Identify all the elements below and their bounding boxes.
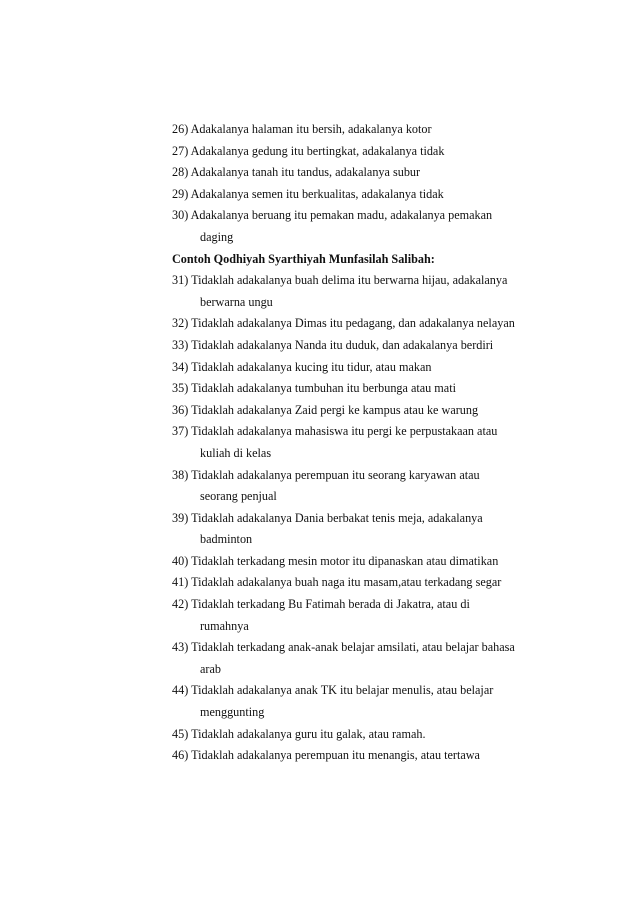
list-item: 41) Tidaklah adakalanya buah naga itu masam,atau terkadang segar bbox=[172, 575, 502, 590]
section-heading: Contoh Qodhiyah Syarthiyah Munfasilah Salibah: bbox=[172, 251, 435, 266]
list-item-continuation: badminton bbox=[200, 532, 253, 547]
list-item: 46) Tidaklah adakalanya perempuan itu menangis, atau tertawa bbox=[172, 748, 480, 763]
document-body bbox=[172, 119, 552, 767]
list-item: 29) Adakalanya semen itu berkualitas, adakalanya tidak bbox=[172, 186, 444, 201]
list-item-continuation: arab bbox=[200, 661, 221, 676]
list-item: 42) Tidaklah terkadang Bu Fatimah berada di Jakatra, atau di bbox=[172, 597, 470, 612]
list-item: 36) Tidaklah adakalanya Zaid pergi ke kampus atau ke warung bbox=[172, 402, 479, 417]
list-item-continuation: kuliah di kelas bbox=[200, 445, 272, 460]
list-item: 33) Tidaklah adakalanya Nanda itu duduk, dan adakalanya berdiri bbox=[172, 337, 494, 352]
list-item-continuation: menggunting bbox=[200, 705, 265, 720]
list-item-continuation: seorang penjual bbox=[200, 489, 277, 504]
list-item: 30) Adakalanya beruang itu pemakan madu, adakalanya pemakan bbox=[172, 208, 493, 223]
list-item-continuation: daging bbox=[200, 229, 234, 244]
list-item: 27) Adakalanya gedung itu bertingkat, adakalanya tidak bbox=[172, 143, 445, 158]
list-item: 44) Tidaklah adakalanya anak TK itu belajar menulis, atau belajar bbox=[172, 683, 494, 698]
list-item: 39) Tidaklah adakalanya Dania berbakat tenis meja, adakalanya bbox=[172, 510, 483, 525]
list-item-continuation: rumahnya bbox=[200, 618, 249, 633]
list-item: 45) Tidaklah adakalanya guru itu galak, atau ramah. bbox=[172, 726, 426, 741]
list-item: 32) Tidaklah adakalanya Dimas itu pedagang, dan adakalanya nelayan bbox=[172, 316, 515, 331]
list-item: 34) Tidaklah adakalanya kucing itu tidur, atau makan bbox=[172, 359, 432, 374]
list-item: 37) Tidaklah adakalanya mahasiswa itu pergi ke perpustakaan atau bbox=[172, 424, 498, 439]
list-item: 35) Tidaklah adakalanya tumbuhan itu berbunga atau mati bbox=[172, 381, 456, 396]
list-item-continuation: berwarna ungu bbox=[200, 294, 273, 309]
list-item: 43) Tidaklah terkadang anak-anak belajar amsilati, atau belajar bahasa bbox=[172, 640, 515, 655]
list-item: 40) Tidaklah terkadang mesin motor itu dipanaskan atau dimatikan bbox=[172, 553, 499, 568]
list-item: 26) Adakalanya halaman itu bersih, adakalanya kotor bbox=[172, 122, 432, 136]
list-item: 28) Adakalanya tanah itu tandus, adakalanya subur bbox=[172, 165, 421, 180]
list-item: 31) Tidaklah adakalanya buah delima itu berwarna hijau, adakalanya bbox=[172, 273, 508, 288]
list-item: 38) Tidaklah adakalanya perempuan itu seorang karyawan atau bbox=[172, 467, 480, 482]
